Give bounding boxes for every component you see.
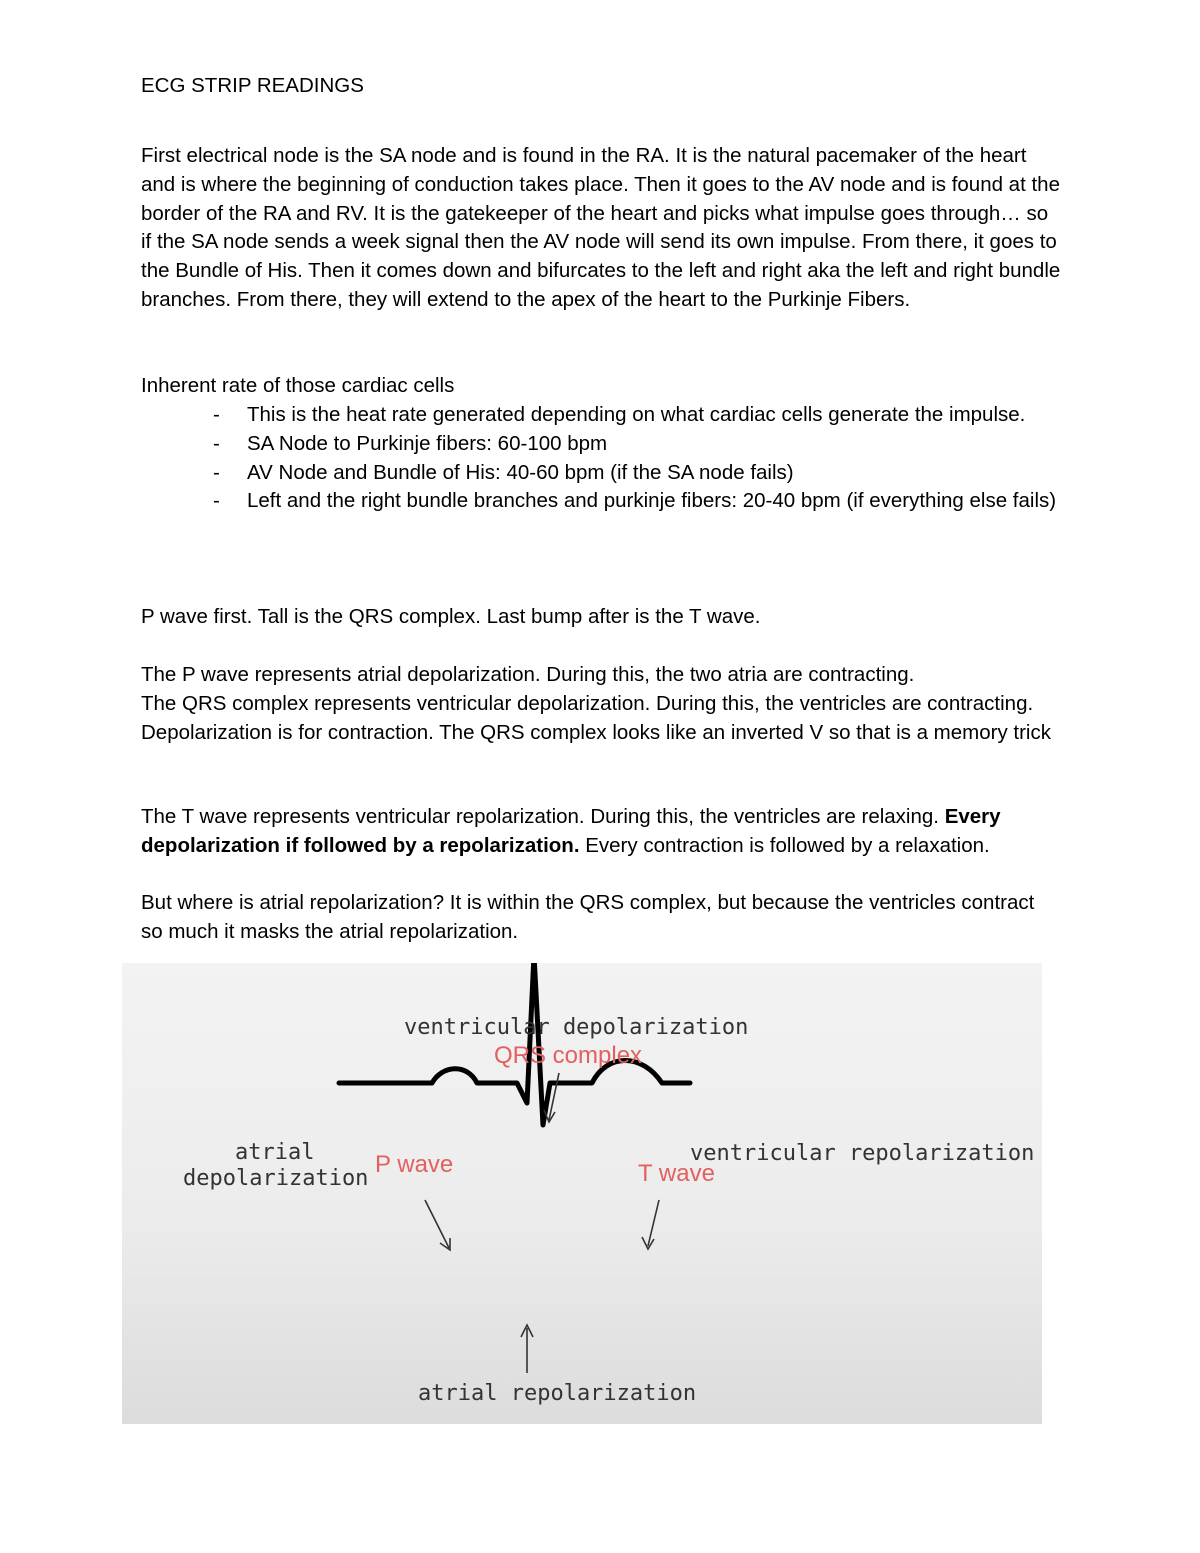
bullet-dash: - [213,489,220,513]
p-qrs-paragraphs [141,661,1061,747]
atrial-repolarization-paragraph: But where is atrial repolarization? It is within the QRS complex, but because the ventricles contract so much it masks the atrial repolarization. [141,891,1035,943]
t-wave-paragraph [141,803,1061,861]
qrs-paragraph: The QRS complex represents ventricular depolarization. During this, the ventricles are contracting. Depolarization is for contraction. The QRS complex looks like an inverted V so that is a memory trick [141,691,1051,744]
list-item-text: SA Node to Purkinje fibers: 60-100 bpm [247,431,608,455]
atrial-repolarization-label: atrial repolarization [418,1381,697,1406]
waves-order-paragraph: P wave first. Tall is the QRS complex. Last bump after is the T wave. [141,605,761,628]
p-wave-arrow [425,1200,450,1250]
list-item [141,401,1061,430]
ecg-diagram [122,963,1042,1424]
p-wave-line: The P wave represents atrial depolarization. During this, the two atria are contracting. [141,663,915,686]
ventricular-repolarization-label: ventricular repolarization [690,1141,1035,1166]
atrial-repolarization-arrow [521,1325,533,1373]
bullet-dash: - [213,431,220,455]
document-title: ECG STRIP READINGS [141,74,364,97]
inherent-rate-list [141,401,1061,516]
list-item [141,430,1061,459]
depolarization-label: depolarization [183,1166,369,1191]
list-item-text: This is the heat rate generated depending on what cardiac cells generate the impulse. [247,403,1026,426]
list-item-text: AV Node and Bundle of His: 40-60 bpm (if the SA node fails) [247,460,794,484]
t-wave-arrow [642,1200,659,1249]
list-item [141,459,1061,488]
qrs-complex-label: QRS complex [494,1042,643,1069]
intro-paragraph: First electrical node is the SA node and is found in the RA. It is the natural pacemaker of the heart and is where the beginning of conduction takes place. Then it goes to the AV node and is found at the border of the RA and RV. It is the gatekeeper of the heart and picks what impulse goes through… so if the SA node sends a week signal then the AV node will send its own impulse. From there, it goes to the Bundle of His. Then it comes down and bifurcates to the left and right aka the left and right bundle branches. From there, they will extend to the apex of the heart to the Purkinje Fibers. [141,144,1061,311]
atrial-label: atrial [235,1140,315,1165]
bullet-dash: - [213,403,220,426]
bullet-dash: - [213,460,220,484]
ecg-diagram-svg [122,963,1042,1424]
list-item-text: Left and the right bundle branches and purkinje fibers: 20-40 bpm (if everything else fails) [247,489,1057,513]
t-wave-text-part2: Every contraction is followed by a relaxation. [579,833,990,857]
list-item [141,487,1061,516]
inherent-rate-heading: Inherent rate of those cardiac cells [141,374,455,397]
t-wave-text-part1: The T wave represents ventricular repolarization. During this, the ventricles are relaxing. [141,805,945,828]
t-wave-bold-text: Every depolarization if followed by a repolarization. [141,805,1001,857]
p-wave-label: P wave [375,1151,454,1178]
ventricular-depolarization-label: ventricular depolarization [404,1015,749,1040]
t-wave-label: T wave [638,1160,715,1187]
